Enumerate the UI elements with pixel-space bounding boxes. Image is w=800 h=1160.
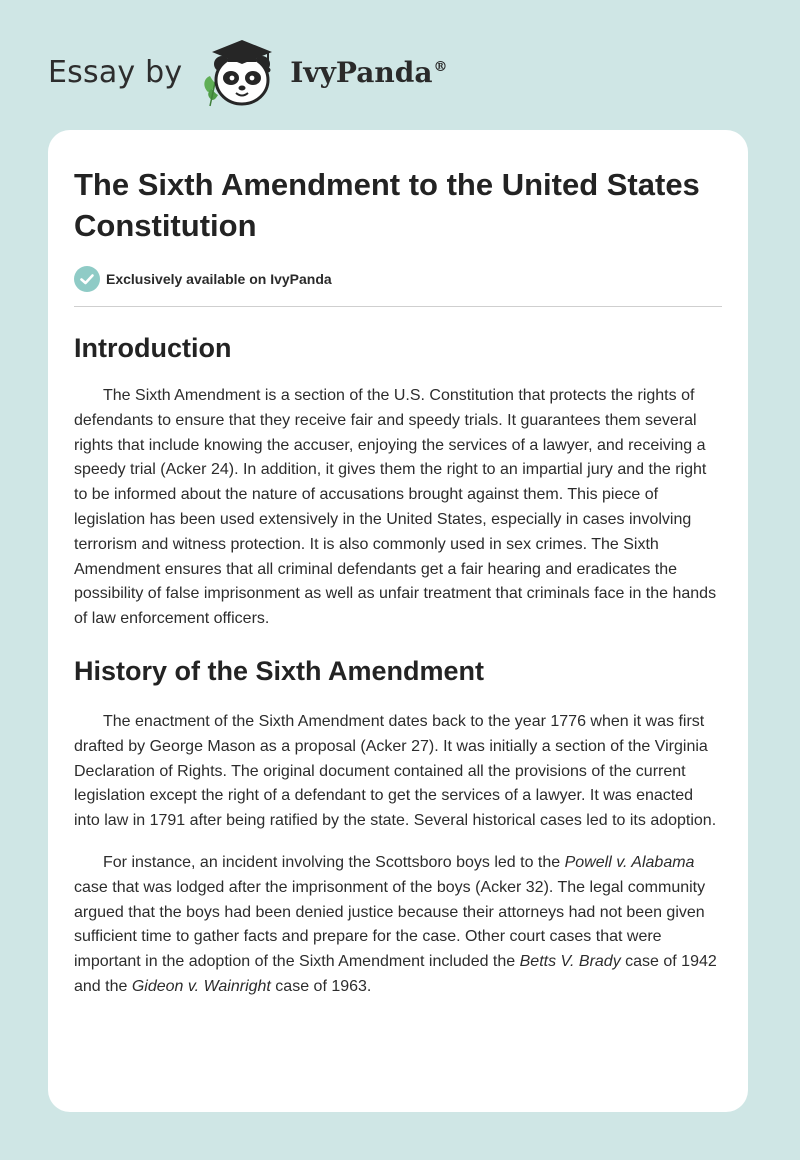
paragraph-introduction xyxy=(74,384,722,632)
paragraph-text: The Sixth Amendment is a section of the U.S. Constitution that protects the rights of defendants to ensure that they receive fair and speedy trials. It guarantees them several rights that include knowing the accuser, enjoying the services of a lawyer, and receiving a speedy trial (Acker 24). In addition, it gives them the right to an impartial jury and the right to be informed about the nature of accusations brought against them. This piece of legislation has been used extensively in the United States, especially in cases involving terrorism and witness protection. It is also commonly used in sex crimes. The Sixth Amendment ensures that all criminal defendants get a fair hearing and eradicates the possibility of false imprisonment as well as unfair treatment that criminals face in the hands of law enforcement officers. xyxy=(74,387,717,628)
title-divider xyxy=(74,306,722,307)
case-name-gideon: Gideon v. Wainright xyxy=(131,977,271,995)
paragraph-text: case that was lodged after the imprisonment of the boys (Acker 32). The legal community argued that the boys had been denied justice because their attorneys had not been given sufficient time to gather facts and prepare for the case. Other court cases that were important in the adoption of the Sixth Amendment included the xyxy=(74,878,706,971)
brand-name-text: IvyPanda xyxy=(290,55,433,89)
section-heading-introduction: Introduction xyxy=(74,333,232,363)
paragraph-history-1 xyxy=(74,710,722,834)
section-heading-history: History of the Sixth Amendment xyxy=(74,655,485,686)
case-name-powell: Powell v. Alabama xyxy=(564,853,695,871)
paragraph-text: case of 1942 and the xyxy=(74,953,717,995)
paragraph-text: The enactment of the Sixth Amendment dates back to the year 1776 when it was first drafted by George Mason as a proposal (Acker 27). It was initially a section of the Virginia Declaration of Rights. The original document contained all the provisions of the current legislation except the right of a defendant to get the services of a lawyer. It was enacted into law in 1791 after being ratified by the state. Several historical cases led to its adoption. xyxy=(74,712,717,830)
exclusive-label: Exclusively available on IvyPanda xyxy=(106,271,332,287)
brand-prefix: Essay by xyxy=(48,54,183,90)
essay-title: The Sixth Amendment to the United States Constitution xyxy=(74,167,700,243)
essay-card xyxy=(48,130,748,1112)
check-circle-icon xyxy=(74,266,100,292)
brand-name xyxy=(290,56,447,89)
essay-by-ivypanda-logo[interactable] xyxy=(48,34,447,110)
exclusive-badge xyxy=(74,266,722,292)
paragraph-history-2 xyxy=(74,851,722,1000)
paragraph-text: case of 1963. xyxy=(270,977,372,995)
case-name-betts: Betts V. Brady xyxy=(519,953,621,971)
panda-mascot-icon xyxy=(198,34,286,110)
registered-mark: ® xyxy=(433,59,448,76)
paragraph-text: For instance, an incident involving the Scottsboro boys led to the xyxy=(103,853,565,871)
